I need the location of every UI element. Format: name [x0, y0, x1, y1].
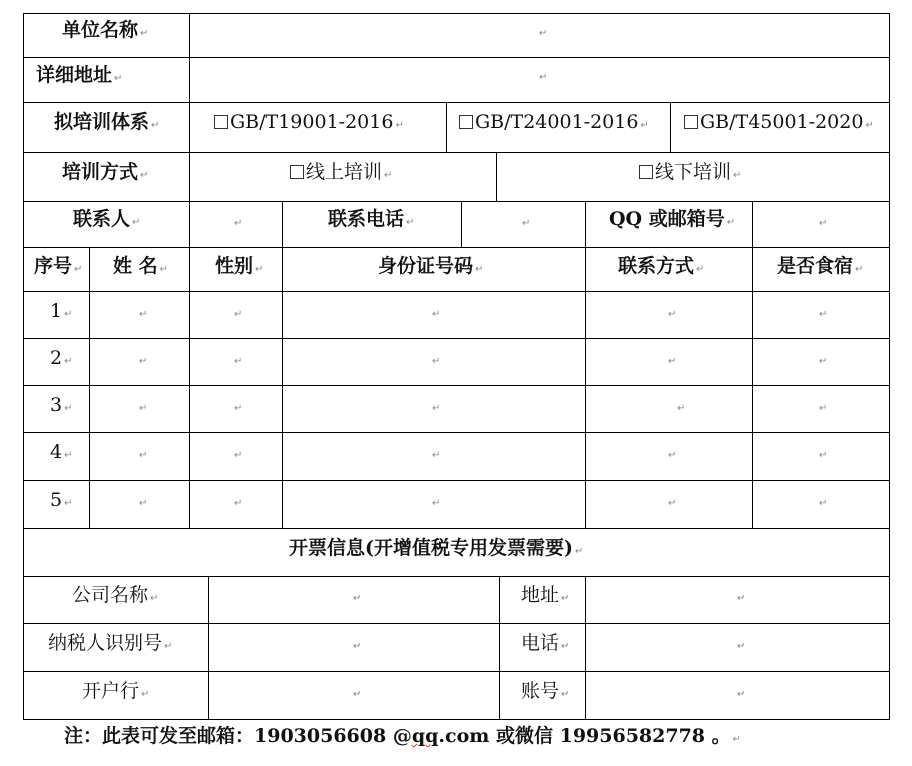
account-label: 账号 ↵ — [521, 680, 570, 702]
row-index: 4 ↵ — [50, 441, 73, 463]
checkbox-icon[interactable] — [459, 115, 473, 129]
row-index: 3 ↵ — [50, 394, 73, 416]
qq-email-value[interactable]: ↵ — [819, 218, 828, 229]
table-rule — [23, 623, 890, 624]
id-number-cell[interactable]: ↵ — [432, 309, 441, 320]
board-cell[interactable]: ↵ — [819, 450, 828, 461]
name-cell[interactable]: ↵ — [139, 403, 148, 414]
invoice-phone-label: 电话 ↵ — [521, 632, 570, 654]
table-rule — [189, 13, 190, 247]
table-rule — [499, 576, 500, 720]
checkbox-icon[interactable] — [214, 115, 228, 129]
contact-phone-label: 联系电话 ↵ — [328, 208, 415, 230]
table-rule — [670, 102, 671, 152]
bank-value[interactable]: ↵ — [353, 689, 362, 700]
gender-cell[interactable]: ↵ — [234, 498, 243, 509]
contact-phone-value[interactable]: ↵ — [522, 218, 531, 229]
taxpayer-id-label: 纳税人识别号 ↵ — [48, 632, 173, 654]
table-rule — [23, 57, 890, 58]
table-rule — [23, 13, 890, 14]
checkbox-icon[interactable] — [684, 115, 698, 129]
row-index: 5 ↵ — [50, 489, 73, 511]
row-index: 1 ↵ — [50, 300, 73, 322]
training-mode-label: 培训方式 ↵ — [62, 161, 149, 183]
contact-cell[interactable]: ↵ — [668, 356, 677, 367]
col-header-name: 姓 名 ↵ — [113, 255, 169, 277]
name-cell[interactable]: ↵ — [139, 356, 148, 367]
table-rule — [23, 432, 890, 433]
col-header-id-number: 身份证号码 ↵ — [378, 255, 484, 277]
gender-cell[interactable]: ↵ — [234, 403, 243, 414]
col-header-gender: 性别 ↵ — [215, 255, 264, 277]
table-rule — [23, 291, 890, 292]
table-rule — [446, 102, 447, 152]
table-rule — [23, 247, 890, 248]
account-value[interactable]: ↵ — [737, 689, 746, 700]
contact-cell[interactable]: ↵ — [677, 403, 686, 414]
invoice-phone-value[interactable]: ↵ — [737, 641, 746, 652]
name-cell[interactable]: ↵ — [139, 309, 148, 320]
table-rule — [23, 152, 890, 153]
table-rule — [23, 385, 890, 386]
qq-email-label: QQ 或邮箱号 ↵ — [609, 208, 736, 230]
table-rule — [585, 576, 586, 720]
table-rule — [889, 13, 890, 720]
system-option-45001[interactable]: GB/T45001-2020 ↵ — [684, 110, 874, 138]
id-number-cell[interactable]: ↵ — [432, 403, 441, 414]
system-option-19001[interactable]: GB/T19001-2016 ↵ — [214, 110, 404, 138]
table-rule — [585, 201, 586, 528]
taxpayer-id-value[interactable]: ↵ — [353, 641, 362, 652]
name-cell[interactable]: ↵ — [139, 450, 148, 461]
col-header-index: 序号 ↵ — [34, 255, 83, 277]
system-option-24001[interactable]: GB/T24001-2016 ↵ — [459, 110, 649, 138]
table-rule — [23, 480, 890, 481]
gender-cell[interactable]: ↵ — [234, 309, 243, 320]
contact-person-value[interactable]: ↵ — [234, 218, 243, 229]
col-header-contact: 联系方式 ↵ — [618, 255, 705, 277]
board-cell[interactable]: ↵ — [819, 403, 828, 414]
invoice-address-value[interactable]: ↵ — [737, 593, 746, 604]
table-rule — [89, 247, 90, 528]
mode-option-offline[interactable]: 线下培训 ↵ — [639, 160, 741, 188]
address-label: 详细地址 ↵ — [36, 64, 123, 86]
table-rule — [23, 102, 890, 103]
checkbox-icon[interactable] — [290, 165, 304, 179]
row-index: 2 ↵ — [50, 347, 73, 369]
board-cell[interactable]: ↵ — [819, 498, 828, 509]
table-rule — [496, 152, 497, 201]
contact-cell[interactable]: ↵ — [668, 498, 677, 509]
table-rule — [23, 201, 890, 202]
unit-name-label: 单位名称 ↵ — [62, 19, 149, 41]
unit-name-value[interactable]: ↵ — [539, 28, 548, 39]
table-rule — [282, 201, 283, 528]
table-rule — [23, 528, 890, 529]
table-rule — [461, 201, 462, 247]
table-rule — [208, 576, 209, 720]
bank-label: 开户行 ↵ — [82, 680, 150, 702]
board-cell[interactable]: ↵ — [819, 356, 828, 367]
table-rule — [189, 247, 190, 528]
gender-cell[interactable]: ↵ — [234, 356, 243, 367]
gender-cell[interactable]: ↵ — [234, 450, 243, 461]
table-rule — [23, 671, 890, 672]
id-number-cell[interactable]: ↵ — [432, 498, 441, 509]
board-cell[interactable]: ↵ — [819, 309, 828, 320]
invoice-title: 开票信息(开增值税专用发票需要) ↵ — [289, 537, 584, 559]
contact-cell[interactable]: ↵ — [668, 450, 677, 461]
checkbox-icon[interactable] — [639, 165, 653, 179]
invoice-address-label: 地址 ↵ — [521, 584, 570, 606]
table-rule — [23, 338, 890, 339]
table-rule — [23, 13, 24, 720]
table-rule — [752, 201, 753, 528]
contact-cell[interactable]: ↵ — [668, 309, 677, 320]
name-cell[interactable]: ↵ — [139, 498, 148, 509]
footer-note: 注：此表可发至邮箱：1903056608 @qq.com 或微信 19956582778 。 ↵ — [64, 725, 742, 747]
training-system-label: 拟培训体系 ↵ — [54, 111, 160, 133]
contact-person-label: 联系人 ↵ — [73, 208, 141, 230]
company-name-value[interactable]: ↵ — [353, 593, 362, 604]
id-number-cell[interactable]: ↵ — [432, 356, 441, 367]
id-number-cell[interactable]: ↵ — [432, 450, 441, 461]
mode-option-online[interactable]: 线上培训 ↵ — [290, 160, 392, 188]
company-name-label: 公司名称 ↵ — [72, 584, 159, 606]
col-header-board: 是否食宿 ↵ — [777, 255, 864, 277]
table-rule — [23, 576, 890, 577]
table-rule — [23, 719, 890, 720]
address-value[interactable]: ↵ — [539, 72, 548, 83]
